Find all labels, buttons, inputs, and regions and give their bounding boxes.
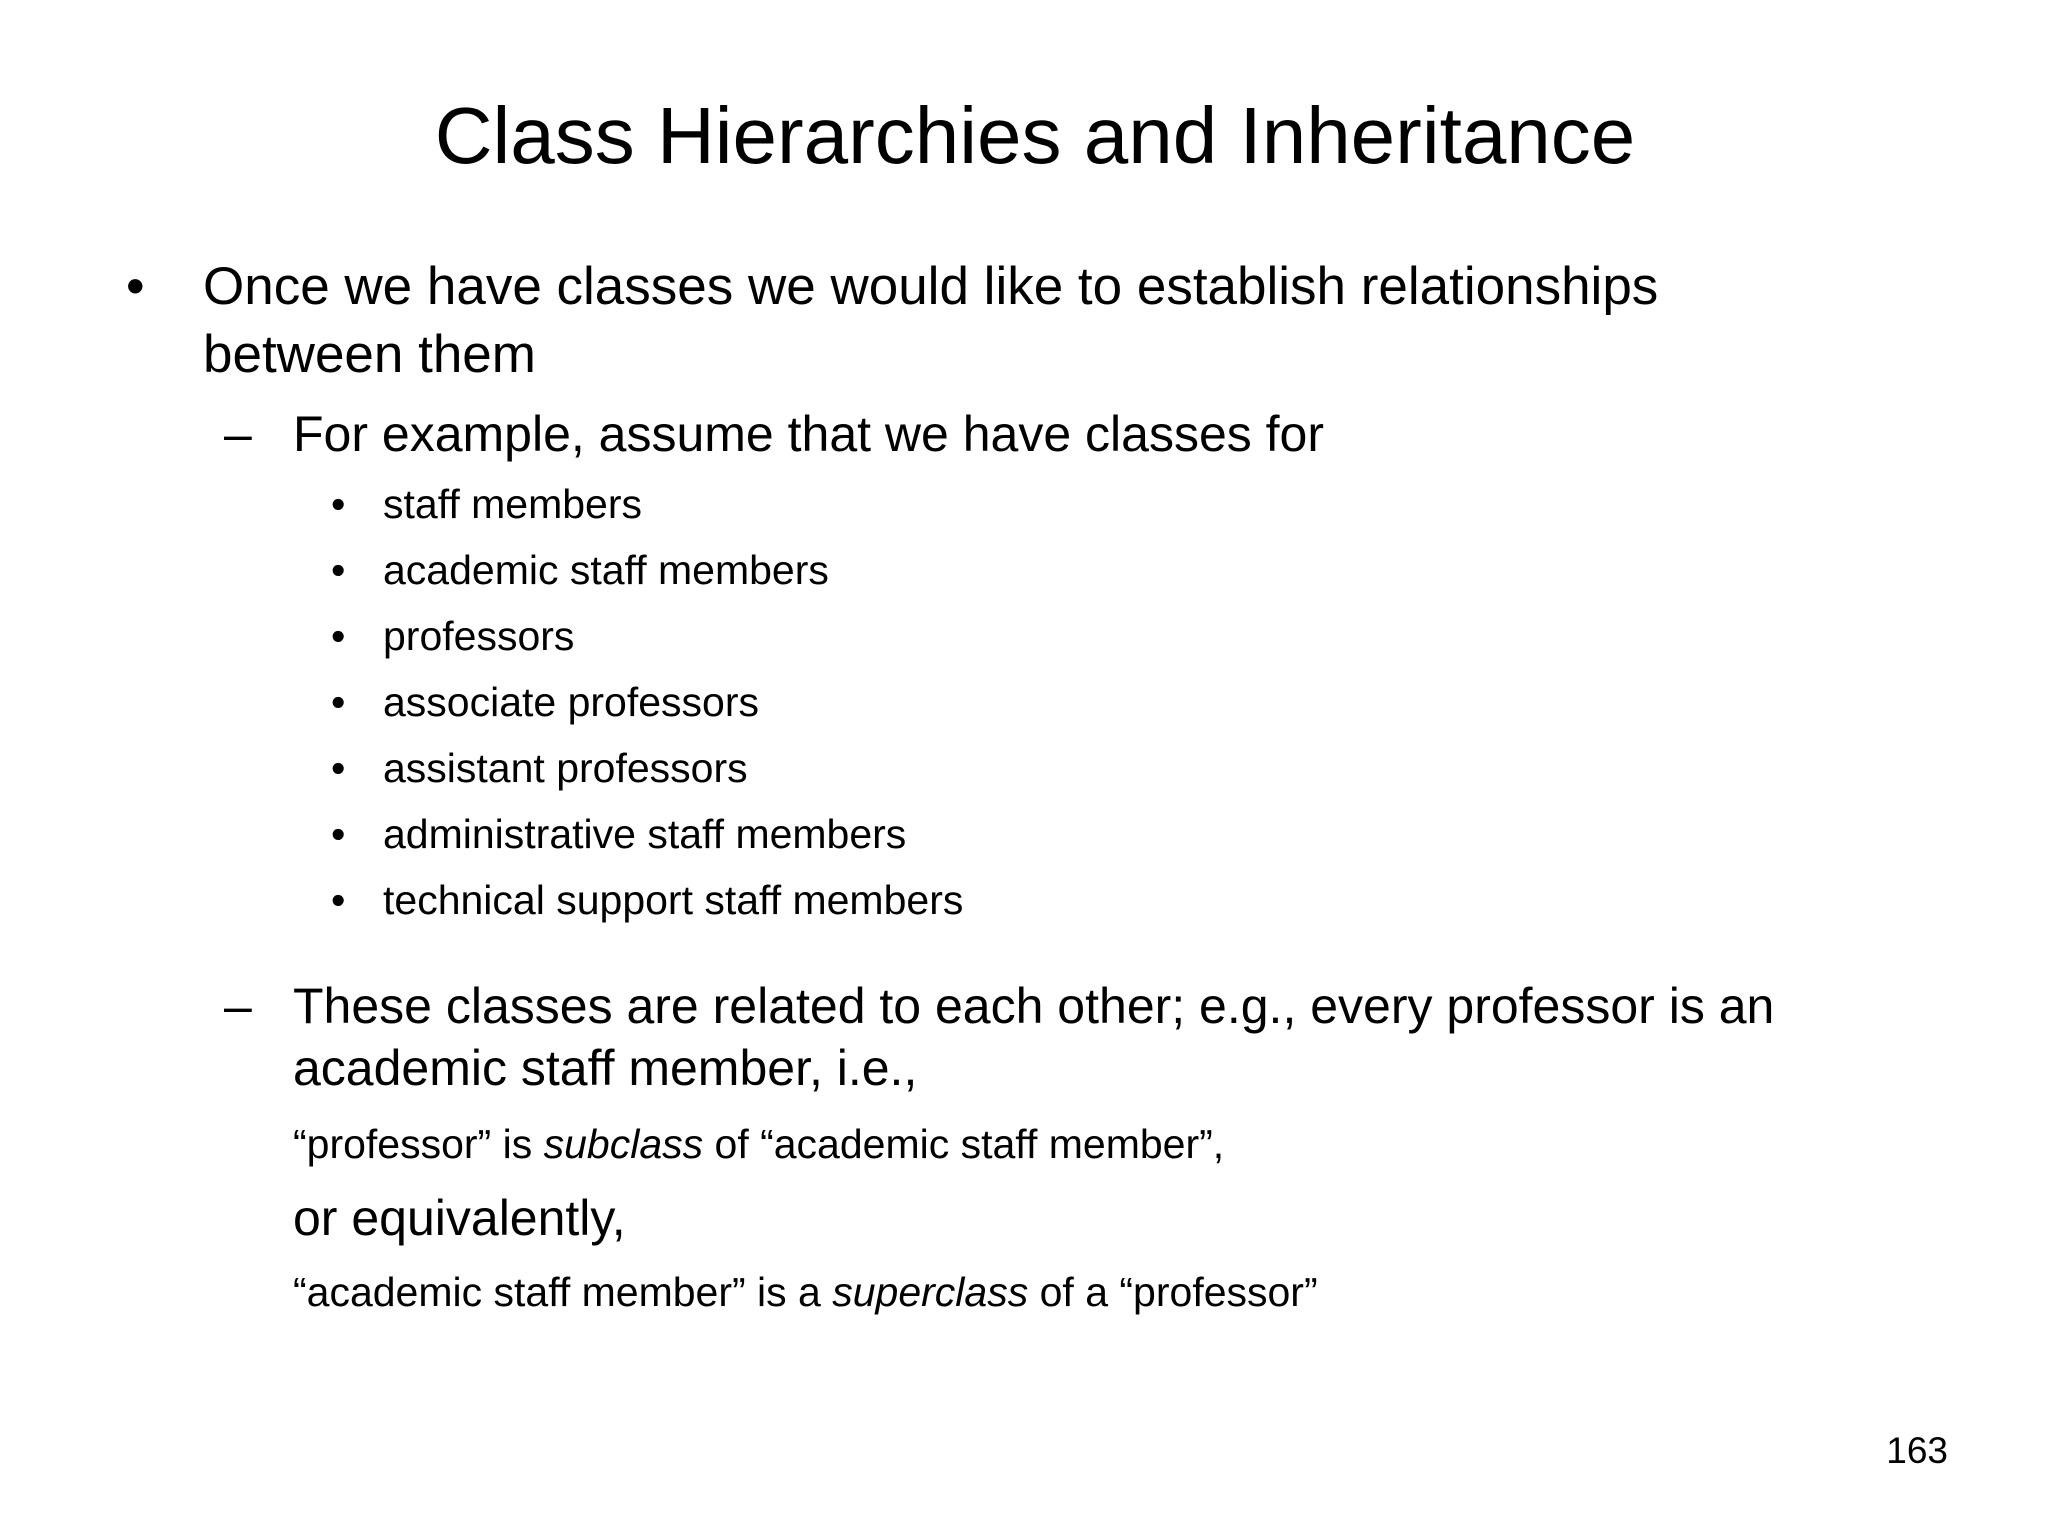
list-item-text: assistant professors bbox=[383, 745, 748, 791]
list-item-text: technical support staff members bbox=[383, 877, 964, 923]
bullet-marker: • bbox=[331, 877, 346, 923]
list-item-text: professors bbox=[383, 613, 575, 659]
superclass-statement-after: of a “professor” bbox=[1028, 1269, 1318, 1315]
list-item-text: administrative staff members bbox=[383, 811, 907, 857]
list-item bbox=[331, 610, 574, 662]
equivalence-text: or equivalently, bbox=[293, 1190, 626, 1246]
superclass-term: superclass bbox=[832, 1269, 1029, 1315]
sub-bullet-related-line1: These classes are related to each other; e.g., every professor is an bbox=[293, 978, 1775, 1034]
list-item bbox=[331, 808, 906, 860]
bullet-marker: • bbox=[331, 547, 346, 593]
bullet-main-line2: between them bbox=[203, 325, 536, 384]
list-item-text: associate professors bbox=[383, 679, 760, 725]
bullet-marker: • bbox=[331, 811, 346, 857]
page-number: 163 bbox=[1886, 1430, 1948, 1471]
sub-bullet-example bbox=[224, 403, 1324, 465]
subclass-term: subclass bbox=[543, 1121, 704, 1167]
list-item-text: staff members bbox=[383, 481, 642, 527]
list-item-text: academic staff members bbox=[383, 547, 829, 593]
subclass-statement-after: of “academic staff member”, bbox=[703, 1121, 1225, 1167]
bullet-main bbox=[126, 253, 1658, 389]
bullet-marker: • bbox=[126, 257, 145, 316]
bullet-marker: • bbox=[331, 613, 346, 659]
bullet-main-text bbox=[203, 253, 1658, 389]
sub-bullet-related-line2: academic staff member, i.e., bbox=[293, 1040, 918, 1096]
bullet-marker: • bbox=[331, 481, 346, 527]
bullet-main-line1: Once we have classes we would like to establish relationships bbox=[203, 257, 1659, 316]
sub-bullet-related bbox=[224, 975, 1774, 1099]
subclass-statement bbox=[293, 1118, 1224, 1170]
sub-bullet-related-text bbox=[293, 975, 1774, 1099]
list-item bbox=[331, 544, 829, 596]
dash-marker: – bbox=[224, 406, 252, 462]
superclass-statement-before: “academic staff member” is a bbox=[293, 1269, 833, 1315]
sub-bullet-example-text: For example, assume that we have classes for bbox=[293, 406, 1325, 462]
subclass-statement-before: “professor” is bbox=[293, 1121, 544, 1167]
list-item bbox=[331, 676, 759, 728]
dash-marker: – bbox=[224, 978, 252, 1034]
list-item bbox=[331, 742, 748, 794]
slide-title: Class Hierarchies and Inheritance bbox=[434, 91, 1636, 180]
bullet-marker: • bbox=[331, 745, 346, 791]
list-item bbox=[331, 478, 642, 530]
superclass-statement bbox=[293, 1266, 1318, 1318]
bullet-marker: • bbox=[331, 679, 346, 725]
list-item bbox=[331, 874, 963, 926]
